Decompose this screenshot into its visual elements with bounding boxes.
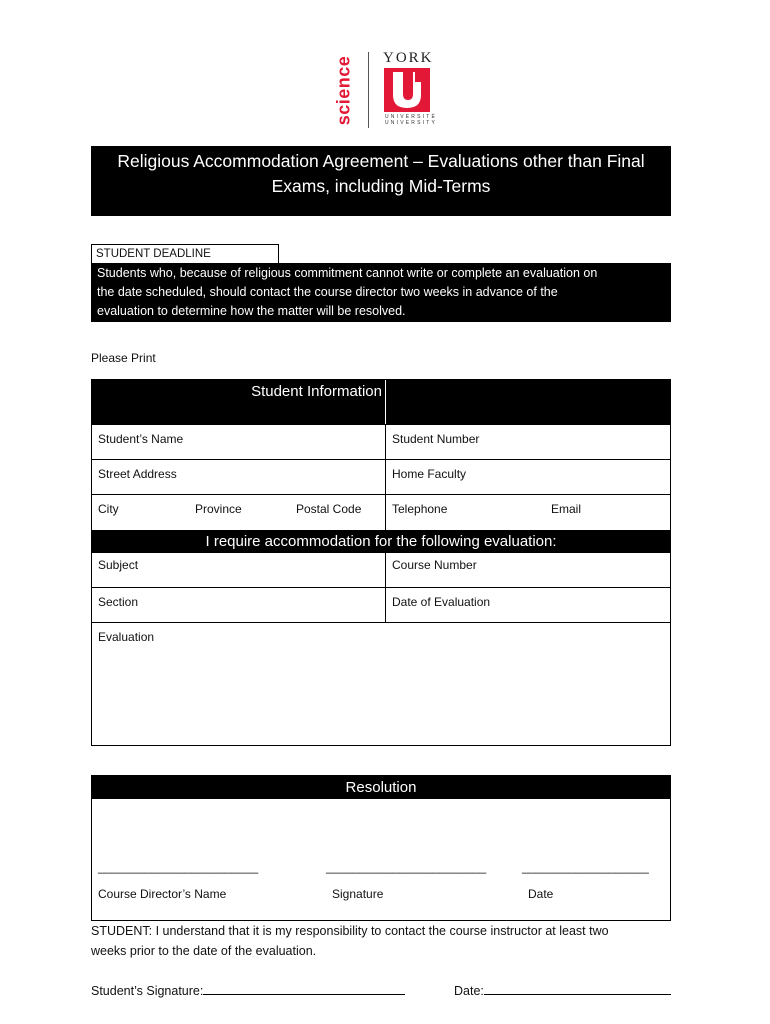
address-row: [92, 460, 670, 495]
student-date-row: [454, 981, 671, 998]
contact-row: [92, 495, 670, 530]
title-line-1: Religious Accommodation Agreement – Evaluations other than Final: [117, 151, 645, 171]
science-logo-text: [332, 52, 356, 130]
deadline-line-3: evaluation to determine how the matter will be resolved.: [97, 304, 406, 318]
student-acknowledgement: [91, 921, 676, 961]
acknowledgement-line-1: STUDENT: I understand that it is my responsibility to contact the course instructor at least two: [91, 924, 609, 938]
university-wordmark: [385, 114, 437, 126]
evaluation-header: I require accommodation for the following evaluation:: [92, 530, 670, 552]
universite-text: UNIVERSITÉ: [385, 114, 438, 120]
student-info-header: Student Information: [92, 380, 386, 424]
science-label: science: [333, 55, 354, 126]
student-signature-row: [91, 981, 405, 998]
logo-divider: [368, 52, 369, 128]
course-director-line[interactable]: ________________________: [98, 860, 259, 874]
signature-line[interactable]: ________________________: [326, 860, 487, 874]
date-label: Date: [528, 887, 554, 901]
form-title: [91, 146, 671, 216]
student-deadline-notice: [91, 263, 671, 322]
telephone-field[interactable]: Telephone: [392, 502, 448, 516]
student-info-header-row: [92, 380, 670, 425]
university-text: UNIVERSITY: [385, 120, 438, 126]
york-u-logo-icon: [384, 68, 430, 112]
subject-field[interactable]: Subject: [92, 553, 386, 587]
course-number-field[interactable]: Course Number: [392, 558, 477, 572]
evaluation-field[interactable]: Evaluation: [98, 630, 155, 644]
section-row: [92, 588, 670, 623]
street-address-field[interactable]: Street Address: [92, 460, 386, 494]
york-wordmark: YORK: [383, 50, 434, 66]
student-signature-label: Student’s Signature:: [91, 984, 204, 998]
province-field[interactable]: Province: [195, 502, 242, 516]
city-field[interactable]: City: [98, 502, 119, 516]
course-director-label: Course Director’s Name: [98, 887, 227, 901]
date-line[interactable]: ___________________: [522, 860, 649, 874]
subject-row: [92, 552, 670, 588]
student-date-label: Date:: [454, 984, 484, 998]
date-of-evaluation-field[interactable]: Date of Evaluation: [392, 595, 491, 609]
student-number-field[interactable]: Student Number: [392, 432, 480, 446]
resolution-header: Resolution: [92, 776, 670, 799]
postal-code-field[interactable]: Postal Code: [296, 502, 362, 516]
student-form-table: [91, 379, 671, 746]
acknowledgement-line-2: weeks prior to the date of the evaluation.: [91, 944, 317, 958]
student-deadline-label: STUDENT DEADLINE: [91, 244, 279, 263]
city-province-postal-cell: [92, 495, 386, 530]
evaluation-row: [92, 623, 670, 745]
signature-label: Signature: [332, 887, 384, 901]
telephone-email-cell: [386, 495, 670, 530]
name-row: [92, 425, 670, 460]
student-signature-field[interactable]: [203, 981, 405, 995]
section-field[interactable]: Section: [92, 588, 386, 622]
students-name-field[interactable]: Student’s Name: [92, 425, 386, 459]
deadline-line-1: Students who, because of religious commitment cannot write or complete an evaluation on: [97, 266, 598, 280]
resolution-box: [91, 775, 671, 921]
email-field[interactable]: Email: [551, 502, 582, 516]
please-print-note: Please Print: [91, 351, 156, 365]
student-info-header-blank: [386, 380, 670, 424]
home-faculty-field[interactable]: Home Faculty: [392, 467, 467, 481]
deadline-line-2: the date scheduled, should contact the course director two weeks in advance of the: [97, 285, 558, 299]
student-date-field[interactable]: [484, 981, 671, 995]
title-line-2: Exams, including Mid-Terms: [271, 176, 491, 196]
